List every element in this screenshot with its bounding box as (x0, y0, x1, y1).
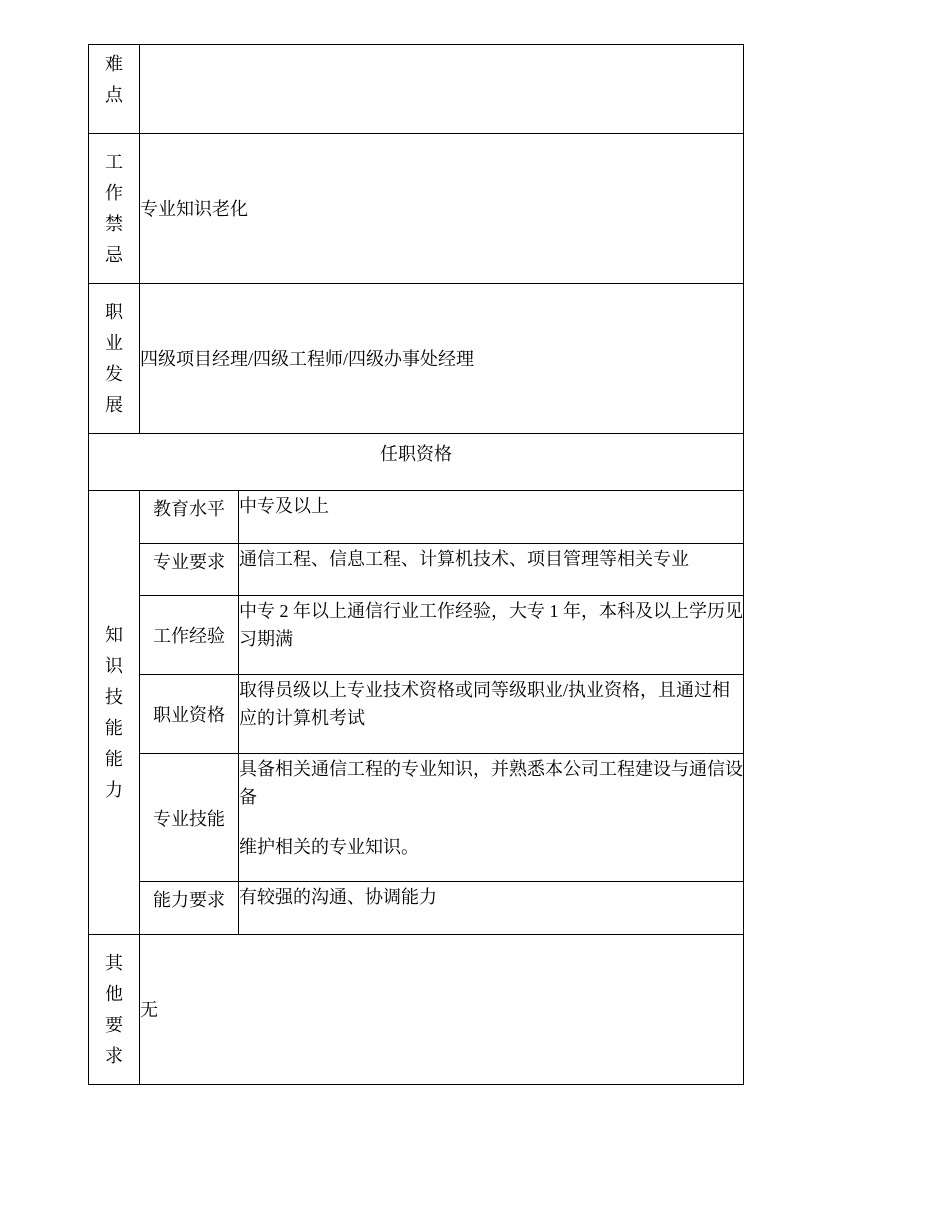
job-description-table (88, 44, 744, 1085)
education-label: 教育水平 (140, 491, 239, 544)
education-value: 中专及以上 (239, 491, 744, 544)
other-label: 其 他 要 求 (89, 935, 140, 1085)
skills-paragraph-2: 维护相关的专业知识。 (239, 837, 419, 857)
qualification-item-certification (89, 675, 744, 754)
taboo-value: 专业知识老化 (140, 134, 744, 284)
taboo-row (89, 134, 744, 284)
qualification-header-row (89, 434, 744, 491)
qualification-item-education (89, 491, 744, 544)
skills-label: 专业技能 (140, 754, 239, 882)
career-value: 四级项目经理/四级工程师/四级办事处经理 (140, 284, 744, 434)
experience-label: 工作经验 (140, 596, 239, 675)
other-row (89, 935, 744, 1085)
qualification-item-experience (89, 596, 744, 675)
ability-value: 有较强的沟通、协调能力 (239, 882, 744, 935)
major-label: 专业要求 (140, 544, 239, 596)
skills-paragraph-1: 具备相关通信工程的专业知识，并熟悉本公司工程建设与通信设备 (239, 759, 743, 807)
certification-value: 取得员级以上专业技术资格或同等级职业/执业资格，且通过相应的计算机考试 (239, 675, 744, 754)
difficulty-label: 难 点 (89, 45, 140, 134)
experience-value: 中专 2 年以上通信行业工作经验，大专 1 年，本科及以上学历见习期满 (239, 596, 744, 675)
difficulty-row (89, 45, 744, 134)
certification-label: 职业资格 (140, 675, 239, 754)
career-label: 职 业 发 展 (89, 284, 140, 434)
other-value: 无 (140, 935, 744, 1085)
ability-label: 能力要求 (140, 882, 239, 935)
qualification-item-major (89, 544, 744, 596)
qualification-item-skills (89, 754, 744, 882)
difficulty-value (140, 45, 744, 134)
qualification-header: 任职资格 (89, 434, 744, 491)
taboo-label: 工 作 禁 忌 (89, 134, 140, 284)
skills-value (239, 754, 744, 882)
major-value: 通信工程、信息工程、计算机技术、项目管理等相关专业 (239, 544, 744, 596)
qualification-item-ability (89, 882, 744, 935)
qualification-group-label: 知 识 技 能 能 力 (89, 491, 140, 935)
career-row (89, 284, 744, 434)
